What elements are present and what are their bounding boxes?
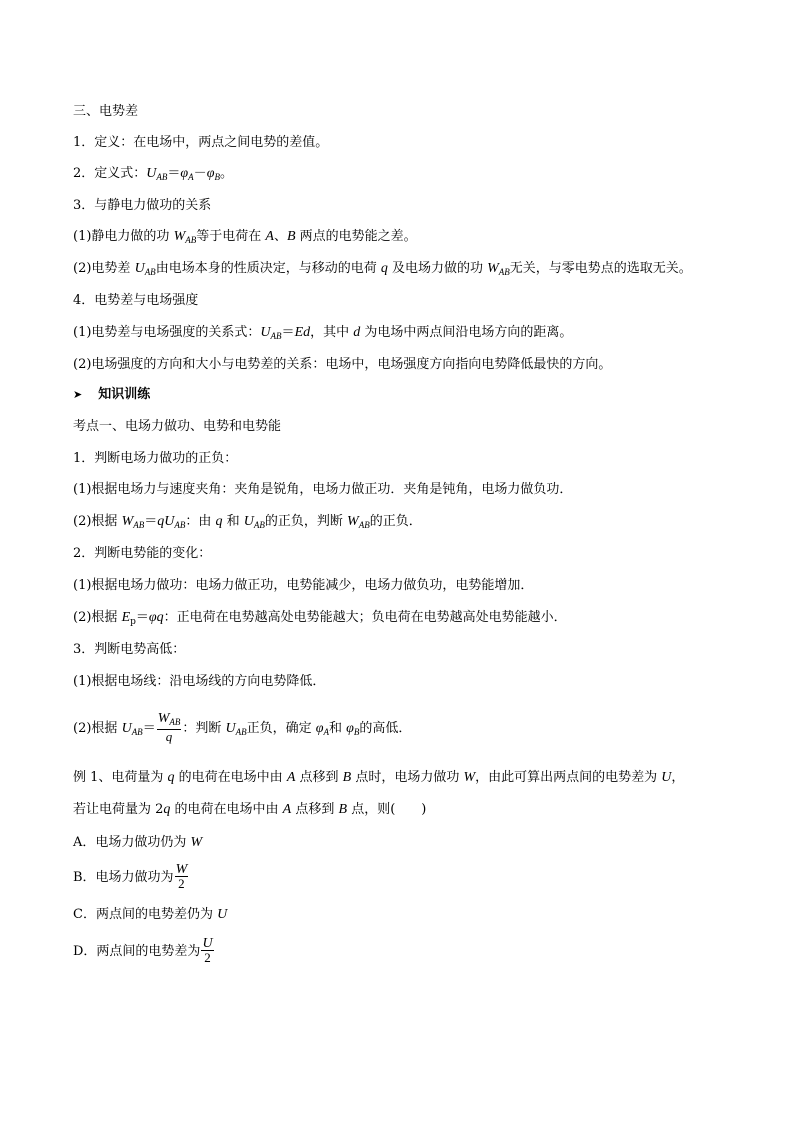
formula-var: φ <box>206 166 215 181</box>
math-var: E <box>121 610 131 625</box>
text: (2)根据 <box>73 514 122 529</box>
text: ＝ <box>144 514 158 529</box>
text: 由电场本身的性质决定，与移动的电荷 <box>155 261 381 276</box>
option-d <box>73 932 215 972</box>
judge1-heading <box>73 450 237 468</box>
text: 点，则( ) <box>347 802 427 817</box>
formula-sub: AB <box>156 172 168 182</box>
fraction-numerator: U <box>202 936 213 951</box>
math-sub: AB <box>235 727 247 737</box>
fraction-denominator: q <box>165 729 173 744</box>
text: D．两点间的电势差为 <box>73 944 201 959</box>
formula-line <box>73 165 233 183</box>
training-heading <box>73 386 150 404</box>
text: ＝ <box>135 610 149 625</box>
math-var: W <box>121 514 134 529</box>
text: 的电荷在电场中由 <box>174 770 287 785</box>
text: (1)根据电场线：沿电场线的方向电势降低． <box>73 674 326 689</box>
math-sub: AB <box>174 520 186 530</box>
formula-label: 2．定义式： <box>73 166 147 181</box>
text: 若让电荷量为 2 <box>73 802 164 817</box>
text: ：判断 <box>182 721 226 736</box>
math-var: W <box>487 261 499 276</box>
definition-line <box>73 134 328 152</box>
math-sub: p <box>130 617 136 627</box>
math-var: U <box>217 907 228 922</box>
math-sub: AB <box>144 267 156 277</box>
definition-text: 1．定义：在电场中，两点之间电势的差值。 <box>73 135 329 150</box>
text: (1)电势差与电场强度的关系式： <box>73 325 261 340</box>
judge2-line-2 <box>73 609 567 627</box>
math-var: φ <box>315 721 324 736</box>
text: 的高低． <box>359 721 412 736</box>
text: ＝ <box>142 721 156 736</box>
math-var: q <box>380 261 388 276</box>
text: 、 <box>273 229 287 244</box>
text: 无关，与零电势点的选取无关。 <box>509 261 692 276</box>
text: ， <box>671 770 685 785</box>
text: A．电场力做功仍为 <box>73 835 191 850</box>
text: (2)电场强度的方向和大小与电势差的关系：电场中，电场强度方向指向电势降低最快的方向。 <box>73 357 612 372</box>
text: 和 <box>329 721 347 736</box>
formula-sub: A <box>188 172 194 182</box>
text: 和 <box>222 514 244 529</box>
fraction <box>157 712 182 743</box>
text: ，由此可算出两点间的电势差为 <box>475 770 662 785</box>
formula-var: φ <box>180 166 189 181</box>
section-heading <box>73 103 138 121</box>
math-sub: AB <box>270 331 282 341</box>
relation-heading <box>73 197 211 215</box>
example-line-1 <box>73 769 684 787</box>
text: (1)根据电场力与速度夹角：夹角是锐角，电场力做正功．夹角是钝角，电场力做负功． <box>73 482 573 497</box>
text: B．电场力做功为 <box>73 870 174 885</box>
math-var: q <box>167 770 175 785</box>
point-heading-text: 考点一、电场力做功、电势和电势能 <box>73 419 282 434</box>
math-var: U <box>243 514 254 529</box>
math-sub: AB <box>498 267 510 277</box>
text: (1)根据电场力做功：电场力做正功，电势能减少，电场力做负功，电势能增加． <box>73 578 534 593</box>
math-var: φ <box>346 721 354 736</box>
fraction <box>201 937 213 964</box>
text: 例 1、电荷量为 <box>73 770 168 785</box>
relation-line-2 <box>73 260 692 278</box>
math-var: W <box>347 514 359 529</box>
fraction-numerator: W <box>175 862 188 877</box>
math-var: W <box>190 835 203 850</box>
text: ：由 <box>185 514 216 529</box>
judge3-line-1 <box>73 673 325 691</box>
math-var: B <box>286 229 296 244</box>
formula-sub: B <box>214 172 220 182</box>
text: 为电场中两点间沿电场方向的距离。 <box>360 325 573 340</box>
math-sub: B <box>353 727 360 737</box>
text: 点移到 <box>291 802 339 817</box>
option-a <box>73 834 202 852</box>
math-sub: AB <box>253 520 265 530</box>
relation-heading-text: 3．与静电力做功的关系 <box>73 198 212 213</box>
arrow-bullet-icon: ➤ <box>73 388 83 401</box>
fraction <box>175 863 189 890</box>
text: (1)静电力做的功 <box>73 229 174 244</box>
judge2-heading <box>73 545 211 563</box>
judge1-line-2 <box>73 513 422 531</box>
text: 点时，电场力做功 <box>351 770 464 785</box>
fraction-denominator: 2 <box>178 876 185 891</box>
math-var: qU <box>157 514 175 529</box>
math-var: W <box>463 770 476 785</box>
training-heading-text: 知识训练 <box>98 387 151 402</box>
math-sub: AB <box>131 727 143 737</box>
math-var: φq <box>148 610 164 625</box>
field-line-1 <box>73 324 572 342</box>
math-var: q <box>163 802 171 817</box>
text: 1．判断电场力做功的正负： <box>73 451 238 466</box>
field-heading <box>73 292 198 310</box>
point-heading <box>73 418 281 436</box>
math-var: W <box>173 229 186 244</box>
math-var: B <box>342 770 352 785</box>
text: (2)根据 <box>73 721 122 736</box>
text: 等于电荷在 <box>196 229 266 244</box>
text: 2．判断电势能的变化： <box>73 546 212 561</box>
text: 及电场力做的功 <box>387 261 488 276</box>
math-var: B <box>338 802 348 817</box>
text: ：正电荷在电势越高处电势能越大；负电荷在电势越高处电势能越小． <box>163 610 567 625</box>
example-line-2 <box>73 801 426 819</box>
math-var: A <box>282 802 292 817</box>
text: 的正负，判断 <box>264 514 348 529</box>
math-var: W <box>157 711 170 726</box>
text: 的正负． <box>369 514 422 529</box>
text: ＝ <box>281 325 295 340</box>
math-var: q <box>215 514 223 529</box>
option-c <box>73 906 227 924</box>
text: ，其中 <box>310 325 354 340</box>
judge3-heading <box>73 641 185 659</box>
text: (2)根据 <box>73 610 122 625</box>
section-heading-text: 三、电势差 <box>73 104 139 119</box>
math-sub: AB <box>169 717 181 727</box>
text: 3．判断电势高低： <box>73 642 186 657</box>
math-var: U <box>121 721 132 736</box>
option-b <box>73 858 189 898</box>
text: 的电荷在电场中由 <box>170 802 283 817</box>
fraction-denominator: 2 <box>204 950 211 965</box>
fraction-numerator <box>157 712 182 730</box>
math-var: Ed <box>294 325 311 340</box>
text: (2)电势差 <box>73 261 135 276</box>
math-sub: AB <box>358 520 370 530</box>
judge2-line-1 <box>73 577 533 595</box>
math-var: U <box>134 261 145 276</box>
text: 两点的电势能之差。 <box>295 229 417 244</box>
math-sub: A <box>323 727 330 737</box>
judge1-line-1 <box>73 481 572 499</box>
math-var: d <box>353 325 361 340</box>
text: 点移到 <box>295 770 343 785</box>
relation-line-1 <box>73 228 417 246</box>
text: 正负，确定 <box>246 721 316 736</box>
math-var: U <box>225 721 236 736</box>
text: C．两点间的电势差仍为 <box>73 907 218 922</box>
formula-end: 。 <box>219 166 233 181</box>
math-var: A <box>265 229 274 244</box>
field-line-2 <box>73 356 611 374</box>
field-heading-text: 4．电势差与电场强度 <box>73 293 199 308</box>
formula-op: － <box>193 166 207 181</box>
math-var: U <box>661 770 672 785</box>
math-var: A <box>286 770 296 785</box>
math-sub: AB <box>185 235 197 245</box>
formula-eq: ＝ <box>167 166 181 181</box>
formula-var: U <box>146 166 157 181</box>
math-sub: AB <box>133 520 145 530</box>
judge3-line-2 <box>73 709 411 749</box>
math-var: U <box>260 325 271 340</box>
